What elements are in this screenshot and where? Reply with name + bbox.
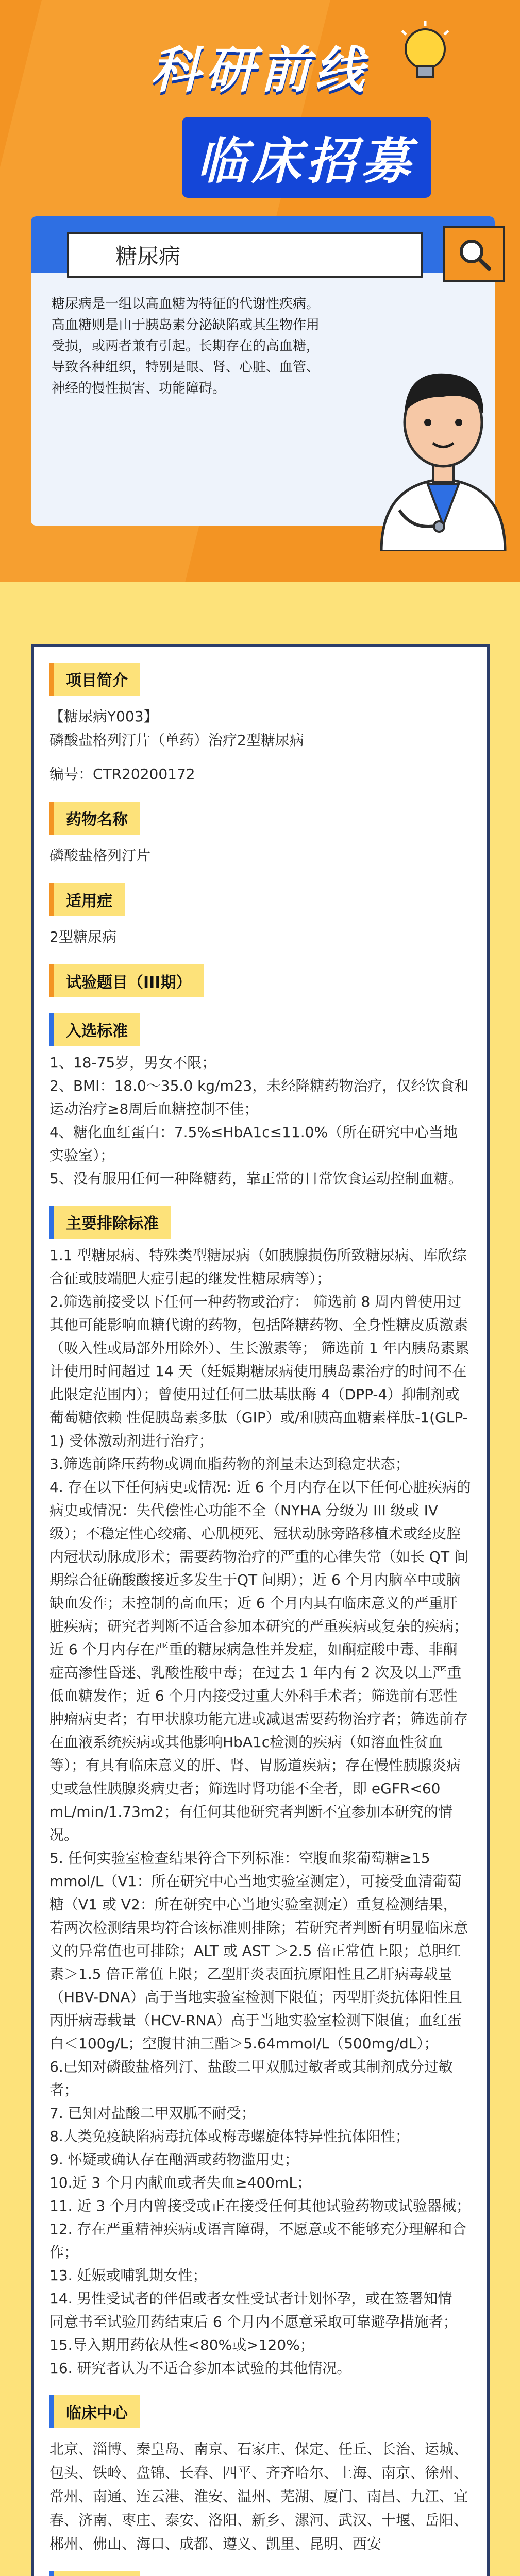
section-title-phase: 试验题目（III期） xyxy=(49,964,204,997)
list-item: 4. 存在以下任何病史或情况: 近 6 个月内存在以下任何心脏疾病的病史或情况：失代偿性心功能不全（NYHA 分级为 III 级或 IV 级）；不稳定性心绞痛、心肌梗死、冠状动脉旁路移植术或经皮腔内冠状动脉成形术；需要药物治疗的严重的心律失常（如长 QT 间期综合征确酸酸接近多发生于QT 间期）；近 6 个月内脑卒中或脑缺血发作；未控制的高血压；近 6 个月内具有临床意义的严重肝脏疾病；研究者判断不适合参加本研究的严重疾病或复杂的疾病；近 6 个月内存在严重的糖尿病急性并发症，如酮症酸中毒、非酮症高渗性昏迷、乳酸性酸中毒；在过去 1 年内有 2 次及以上严重低血糖发作；近 6 个月内接受过重大外科手术者；筛选前有恶性肿瘤病史者；有甲状腺功能亢进或减退需要药物治疗者；筛选前存在血液系统疾病或其他影响HbA1c检测的疾病（如溶血性贫血等）；有具有临床意义的肝、肾、胃肠道疾病；存在慢性胰腺炎病史或急性胰腺炎病史者；筛选时肾功能不全者，即 eGFR<60 mL/min/1.73m2；有任何其他研究者判断不宜参加本研究的情况。 xyxy=(49,1479,471,1843)
list-item: 5. 任何实验室检查结果符合下列标准：空腹血浆葡萄糖≥15 mmol/L（V1：所在研究中心当地实验室测定），可接受血清葡萄糖（V1 或 V2：所在研究中心当地实验室测定）重复检测结果，若两次检测结果均符合该标准则排除；若研究者判断有明显临床意义的异常值也可排除；ALT 或 AST ＞2.5 倍正常值上限；总胆红素＞1.5 倍正常值上限；乙型肝炎表面抗原阳性且乙肝病毒载量（HBV-DNA）高于当地实验室检测下限值；丙型肝炎抗体阳性且丙肝病毒载量（HCV-RNA）高于当地实验室检测下限值；血红蛋白＜100g/L；空腹甘油三酯＞5.64mmol/L（500mg/dL）； xyxy=(49,1850,468,2052)
doctor-illustration xyxy=(350,355,520,551)
search-button[interactable] xyxy=(443,226,505,282)
list-item: 9. 怀疑或确认存在酗酒或药物滥用史； xyxy=(49,2151,299,2168)
list-item: 2.筛选前接受以下任何一种药物或治疗： 筛选前 8 周内曾使用过其他可能影响血糖代谢的药物，包括降糖药物、全身性糖皮质激素（吸入性或局部外用除外）、生长激素等； 筛选前 1 年内胰岛素累计使用时间超过 14 天（妊娠期糖尿病使用胰岛素治疗的时间不在此限定范围内）；曾使用过任何二肽基肽酶 4（DPP-4）抑制剂或葡萄糖依赖 性促胰岛素多肽（GIP）或/和胰高血糖素样肽-1(GLP-1) 受体激动剂进行治疗； xyxy=(49,1293,469,1449)
search-input[interactable] xyxy=(67,232,423,278)
list-item: 1、18-75岁，男女不限； xyxy=(49,1054,216,1071)
list-item: 14. 男性受试者的伴侣或者女性受试者计划怀孕，或在签署知情 同意书至试验用药结束后 6 个月内不愿意采取可靠避孕措施者； xyxy=(49,2290,458,2330)
list-item: 16. 研究者认为不适合参加本试验的其他情况。 xyxy=(49,2360,351,2377)
list-item: 10.近 3 个月内献血或者失血≥400mL； xyxy=(49,2174,311,2191)
lightbulb-icon xyxy=(397,21,454,88)
list-item: 12. 存在严重精神疾病或语言障碍，不愿意或不能够充分理解和合作； xyxy=(49,2221,467,2261)
list-item: 5、没有服用任何一种降糖药，靠正常的日常饮食运动控制血糖。 xyxy=(49,1170,463,1187)
list-item: 8.人类免疫缺陷病毒抗体或梅毒螺旋体特异性抗体阳性； xyxy=(49,2128,410,2145)
list-item: 4、糖化血红蛋白：7.5%≤HbA1c≤11.0%（所在研究中心当地实验室）； xyxy=(49,1124,458,1164)
section-title-inclusion: 入选标准 xyxy=(49,1013,140,1046)
title-line-clinical-recruitment: 临床招募 xyxy=(182,117,431,198)
list-item: 3.筛选前降压药物或调血脂药物的剂量未达到稳定状态； xyxy=(49,1455,410,1472)
inclusion-list xyxy=(49,1051,471,1190)
disease-description: 糖尿病是一组以高血糖为特征的代谢性疾病。高血糖则是由于胰岛素分泌缺陷或其生物作用受损，或两者兼有引起。长期存在的高血糖，导致各种组织，特别是眼、肾、心脏、血管、神经的慢性损害、功能障碍。 xyxy=(52,296,320,396)
drug-name: 磷酸盐格列汀片 xyxy=(49,847,151,864)
list-item: 11. 近 3 个月内曾接受或正在接受任何其他试验药物或试验器械； xyxy=(49,2197,471,2214)
list-item: 13. 妊娠或哺乳期女性； xyxy=(49,2267,207,2284)
section-title-project: 项目简介 xyxy=(49,663,140,696)
section-title-benefits xyxy=(49,2571,140,2576)
list-item: 6.已知对磷酸盐格列汀、盐酸二甲双胍过敏者或其制剂成分过敏者； xyxy=(49,2058,453,2098)
indication-text: 2型糖尿病 xyxy=(49,928,116,945)
section-title-exclusion: 主要排除标准 xyxy=(49,1206,171,1239)
title-line-research-frontline: 科研前线 xyxy=(150,41,370,99)
search-query: 糖尿病 xyxy=(115,244,181,269)
hero-banner xyxy=(0,0,520,582)
section-title-drug: 药物名称 xyxy=(49,802,140,835)
search-panel xyxy=(31,216,495,526)
section-title-indication: 适用症 xyxy=(49,883,125,916)
list-item: 15.导入期用药依从性<80%或>120%； xyxy=(49,2336,314,2353)
list-item: 7. 已知对盐酸二甲双胍不耐受； xyxy=(49,2105,256,2122)
project-line-2: 磷酸盐格列汀片（单药）治疗2型糖尿病 xyxy=(49,732,304,749)
exclusion-list xyxy=(49,1244,471,2380)
section-title-centers: 临床中心 xyxy=(49,2395,140,2428)
trial-detail-card xyxy=(31,644,490,2576)
search-icon xyxy=(456,236,492,272)
list-item: 1.1 型糖尿病、特殊类型糖尿病（如胰腺损伤所致糖尿病、库欣综合征或肢端肥大症引起的继发性糖尿病等）； xyxy=(49,1247,467,1287)
list-item: 2、BMI：18.0～35.0 kg/m23，未经降糖药物治疗，仅经饮食和运动治疗≥8周后血糖控制不佳； xyxy=(49,1077,469,1117)
project-code: 编号：CTR20200172 xyxy=(49,766,195,783)
project-line-1: 【糖尿病Y003】 xyxy=(49,708,158,725)
centers-text: 北京、淄博、秦皇岛、南京、石家庄、保定、任丘、长治、运城、包头、铁岭、盘锦、长春、四平、齐齐哈尔、上海、南京、徐州、常州、南通、连云港、淮安、温州、芜湖、厦门、南昌、九江、宜春、济南、枣庄、泰安、洛阳、新乡、漯河、武汉、十堰、岳阳、郴州、佛山、海口、成都、遵义、凯里、昆明、西安 xyxy=(49,2441,468,2552)
